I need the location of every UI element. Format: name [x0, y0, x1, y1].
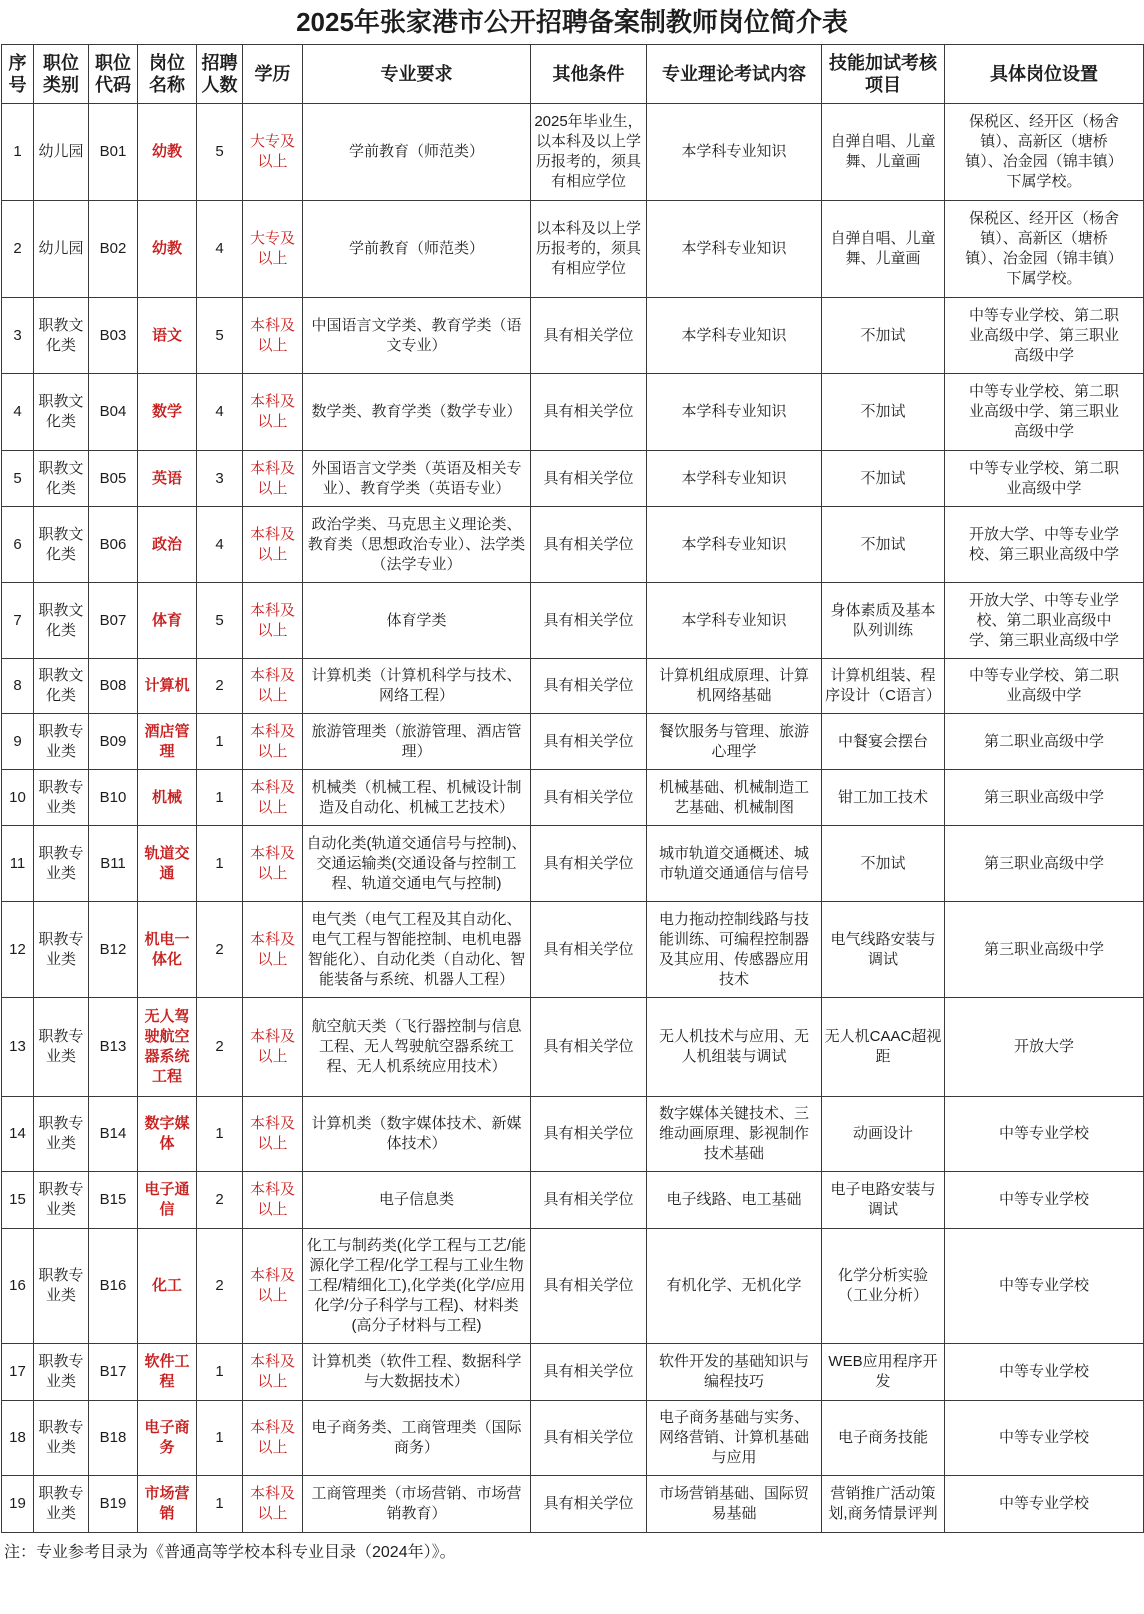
table-row	[2, 1344, 1144, 1401]
cell-serial: 5	[2, 451, 34, 507]
cell-code: B14	[89, 1097, 138, 1172]
cell-position-name: 计算机	[138, 659, 197, 714]
cell-category: 职教文化类	[34, 659, 89, 714]
cell-major-requirement: 中国语言文学类、教育学类（语文专业）	[303, 298, 531, 374]
cell-education: 本科及以上	[243, 1097, 303, 1172]
cell-headcount: 4	[197, 201, 243, 298]
cell-major-requirement: 化工与制药类(化学工程与工艺/能源化学工程/化学工程与工业生物工程/精细化工),化学类(化学/应用化学/分子科学与工程)、材料类(高分子材料与工程)	[303, 1229, 531, 1344]
cell-school-placement: 中等专业学校	[945, 1401, 1144, 1476]
cell-education: 本科及以上	[243, 902, 303, 998]
cell-other-conditions: 具有相关学位	[531, 714, 647, 770]
header-theory-exam: 专业理论考试内容	[647, 45, 822, 104]
table-row	[2, 998, 1144, 1097]
cell-theory-exam: 机械基础、机械制造工艺基础、机械制图	[647, 770, 822, 826]
cell-position-name: 机械	[138, 770, 197, 826]
cell-major-requirement: 电气类（电气工程及其自动化、电气工程与智能控制、电机电器智能化）、自动化类（自动化、智能装备与系统、机器人工程）	[303, 902, 531, 998]
cell-theory-exam: 本学科专业知识	[647, 507, 822, 583]
cell-category: 职教专业类	[34, 770, 89, 826]
header-school-placement: 具体岗位设置	[945, 45, 1144, 104]
cell-code: B18	[89, 1401, 138, 1476]
cell-school-placement: 开放大学、中等专业学校、第三职业高级中学	[945, 507, 1144, 583]
cell-major-requirement: 政治学类、马克思主义理论类、教育类（思想政治专业）、法学类（法学专业）	[303, 507, 531, 583]
cell-other-conditions: 以本科及以上学历报考的，须具有相应学位	[531, 201, 647, 298]
cell-school-placement: 中等专业学校	[945, 1476, 1144, 1533]
cell-theory-exam: 电子商务基础与实务、网络营销、计算机基础与应用	[647, 1401, 822, 1476]
cell-serial: 14	[2, 1097, 34, 1172]
cell-school-placement: 中等专业学校、第二职业高级中学	[945, 659, 1144, 714]
cell-education: 本科及以上	[243, 659, 303, 714]
table-row	[2, 826, 1144, 902]
cell-code: B13	[89, 998, 138, 1097]
cell-education: 本科及以上	[243, 451, 303, 507]
cell-category: 职教文化类	[34, 298, 89, 374]
table-row	[2, 451, 1144, 507]
cell-skill-test: 营销推广活动策划,商务情景评判	[822, 1476, 945, 1533]
cell-education: 本科及以上	[243, 1172, 303, 1229]
cell-other-conditions: 具有相关学位	[531, 1097, 647, 1172]
cell-category: 职教文化类	[34, 451, 89, 507]
cell-education: 本科及以上	[243, 374, 303, 451]
table-row	[2, 104, 1144, 201]
cell-serial: 13	[2, 998, 34, 1097]
cell-theory-exam: 本学科专业知识	[647, 374, 822, 451]
cell-serial: 1	[2, 104, 34, 201]
cell-skill-test: 钳工加工技术	[822, 770, 945, 826]
cell-skill-test: 电子商务技能	[822, 1401, 945, 1476]
cell-school-placement: 第三职业高级中学	[945, 826, 1144, 902]
cell-other-conditions: 具有相关学位	[531, 583, 647, 659]
header-code: 职位代码	[89, 45, 138, 104]
header-skill-test: 技能加试考核项目	[822, 45, 945, 104]
cell-category: 职教文化类	[34, 507, 89, 583]
cell-theory-exam: 本学科专业知识	[647, 104, 822, 201]
cell-theory-exam: 数字媒体关键技术、三维动画原理、影视制作技术基础	[647, 1097, 822, 1172]
cell-code: B16	[89, 1229, 138, 1344]
cell-serial: 7	[2, 583, 34, 659]
cell-school-placement: 中等专业学校	[945, 1097, 1144, 1172]
cell-major-requirement: 体育学类	[303, 583, 531, 659]
cell-category: 幼儿园	[34, 201, 89, 298]
cell-school-placement: 中等专业学校、第二职业高级中学	[945, 451, 1144, 507]
cell-skill-test: 电子电路安装与调试	[822, 1172, 945, 1229]
cell-skill-test: 不加试	[822, 374, 945, 451]
cell-headcount: 5	[197, 583, 243, 659]
cell-school-placement: 中等专业学校、第二职业高级中学、第三职业高级中学	[945, 374, 1144, 451]
cell-headcount: 1	[197, 826, 243, 902]
cell-headcount: 5	[197, 104, 243, 201]
cell-serial: 10	[2, 770, 34, 826]
cell-major-requirement: 自动化类(轨道交通信号与控制)、交通运输类(交通设备与控制工程、轨道交通电气与控制)	[303, 826, 531, 902]
cell-education: 本科及以上	[243, 1344, 303, 1401]
cell-theory-exam: 电子线路、电工基础	[647, 1172, 822, 1229]
cell-theory-exam: 本学科专业知识	[647, 583, 822, 659]
cell-major-requirement: 电子信息类	[303, 1172, 531, 1229]
cell-school-placement: 第三职业高级中学	[945, 770, 1144, 826]
cell-position-name: 幼教	[138, 104, 197, 201]
cell-category: 职教专业类	[34, 1401, 89, 1476]
cell-code: B09	[89, 714, 138, 770]
cell-headcount: 1	[197, 1476, 243, 1533]
cell-serial: 19	[2, 1476, 34, 1533]
cell-education: 本科及以上	[243, 507, 303, 583]
cell-headcount: 2	[197, 1229, 243, 1344]
cell-code: B12	[89, 902, 138, 998]
cell-headcount: 2	[197, 902, 243, 998]
cell-skill-test: 化学分析实验（工业分析）	[822, 1229, 945, 1344]
cell-code: B15	[89, 1172, 138, 1229]
cell-headcount: 3	[197, 451, 243, 507]
cell-serial: 17	[2, 1344, 34, 1401]
cell-other-conditions: 具有相关学位	[531, 298, 647, 374]
cell-school-placement: 中等专业学校、第二职业高级中学、第三职业高级中学	[945, 298, 1144, 374]
table-row	[2, 902, 1144, 998]
cell-school-placement: 中等专业学校	[945, 1344, 1144, 1401]
cell-major-requirement: 计算机类（计算机科学与技术、网络工程）	[303, 659, 531, 714]
cell-education: 大专及以上	[243, 201, 303, 298]
cell-other-conditions: 具有相关学位	[531, 826, 647, 902]
cell-skill-test: 中餐宴会摆台	[822, 714, 945, 770]
cell-headcount: 4	[197, 374, 243, 451]
cell-major-requirement: 数学类、教育学类（数学专业）	[303, 374, 531, 451]
cell-theory-exam: 城市轨道交通概述、城市轨道交通通信与信号	[647, 826, 822, 902]
cell-theory-exam: 市场营销基础、国际贸易基础	[647, 1476, 822, 1533]
cell-other-conditions: 具有相关学位	[531, 659, 647, 714]
cell-major-requirement: 外国语言文学类（英语及相关专业）、教育学类（英语专业）	[303, 451, 531, 507]
cell-major-requirement: 学前教育（师范类）	[303, 104, 531, 201]
table-row	[2, 1097, 1144, 1172]
cell-headcount: 1	[197, 1097, 243, 1172]
cell-other-conditions: 具有相关学位	[531, 1476, 647, 1533]
cell-code: B05	[89, 451, 138, 507]
table-row	[2, 659, 1144, 714]
table-row	[2, 770, 1144, 826]
cell-position-name: 数字媒体	[138, 1097, 197, 1172]
cell-category: 幼儿园	[34, 104, 89, 201]
cell-school-placement: 保税区、经开区（杨舍镇）、高新区（塘桥镇）、冶金园（锦丰镇）下属学校。	[945, 104, 1144, 201]
table-row	[2, 374, 1144, 451]
cell-headcount: 1	[197, 714, 243, 770]
cell-code: B07	[89, 583, 138, 659]
cell-position-name: 无人驾驶航空器系统工程	[138, 998, 197, 1097]
cell-code: B01	[89, 104, 138, 201]
cell-skill-test: 电气线路安装与调试	[822, 902, 945, 998]
cell-category: 职教专业类	[34, 1172, 89, 1229]
cell-education: 本科及以上	[243, 1229, 303, 1344]
cell-category: 职教文化类	[34, 374, 89, 451]
cell-code: B11	[89, 826, 138, 902]
page-title: 2025年张家港市公开招聘备案制教师岗位简介表	[296, 7, 848, 37]
cell-major-requirement: 计算机类（数字媒体技术、新媒体技术）	[303, 1097, 531, 1172]
cell-code: B10	[89, 770, 138, 826]
cell-serial: 3	[2, 298, 34, 374]
cell-skill-test: 自弹自唱、儿童舞、儿童画	[822, 104, 945, 201]
cell-school-placement: 开放大学	[945, 998, 1144, 1097]
cell-category: 职教专业类	[34, 1344, 89, 1401]
cell-major-requirement: 工商管理类（市场营销、市场营销教育）	[303, 1476, 531, 1533]
cell-theory-exam: 本学科专业知识	[647, 451, 822, 507]
cell-position-name: 语文	[138, 298, 197, 374]
header-row	[2, 45, 1144, 104]
cell-theory-exam: 无人机技术与应用、无人机组装与调试	[647, 998, 822, 1097]
cell-code: B08	[89, 659, 138, 714]
cell-headcount: 5	[197, 298, 243, 374]
cell-position-name: 软件工程	[138, 1344, 197, 1401]
cell-theory-exam: 本学科专业知识	[647, 201, 822, 298]
cell-other-conditions: 具有相关学位	[531, 374, 647, 451]
cell-position-name: 化工	[138, 1229, 197, 1344]
cell-major-requirement: 机械类（机械工程、机械设计制造及自动化、机械工艺技术）	[303, 770, 531, 826]
table-row	[2, 714, 1144, 770]
cell-position-name: 幼教	[138, 201, 197, 298]
table-row	[2, 583, 1144, 659]
cell-other-conditions: 具有相关学位	[531, 451, 647, 507]
cell-other-conditions: 具有相关学位	[531, 1401, 647, 1476]
cell-category: 职教专业类	[34, 998, 89, 1097]
cell-other-conditions: 具有相关学位	[531, 1172, 647, 1229]
cell-headcount: 1	[197, 1401, 243, 1476]
cell-skill-test: 不加试	[822, 298, 945, 374]
cell-serial: 2	[2, 201, 34, 298]
cell-other-conditions: 具有相关学位	[531, 1229, 647, 1344]
cell-education: 本科及以上	[243, 826, 303, 902]
cell-school-placement: 中等专业学校	[945, 1229, 1144, 1344]
cell-headcount: 2	[197, 1172, 243, 1229]
table-row	[2, 1172, 1144, 1229]
cell-skill-test: 计算机组装、程序设计（C语言）	[822, 659, 945, 714]
cell-theory-exam: 餐饮服务与管理、旅游心理学	[647, 714, 822, 770]
cell-serial: 16	[2, 1229, 34, 1344]
cell-category: 职教专业类	[34, 1097, 89, 1172]
cell-position-name: 体育	[138, 583, 197, 659]
footnote: 注：专业参考目录为《普通高等学校本科专业目录（2024年）》。	[4, 1544, 456, 1561]
cell-major-requirement: 学前教育（师范类）	[303, 201, 531, 298]
header-serial: 序号	[2, 45, 34, 104]
cell-position-name: 电子商务	[138, 1401, 197, 1476]
cell-major-requirement: 电子商务类、工商管理类（国际商务）	[303, 1401, 531, 1476]
table-row	[2, 298, 1144, 374]
cell-serial: 11	[2, 826, 34, 902]
header-headcount: 招聘人数	[197, 45, 243, 104]
cell-category: 职教专业类	[34, 902, 89, 998]
cell-major-requirement: 计算机类（软件工程、数据科学与大数据技术）	[303, 1344, 531, 1401]
cell-headcount: 1	[197, 1344, 243, 1401]
cell-skill-test: 不加试	[822, 507, 945, 583]
table-header	[2, 45, 1144, 104]
cell-serial: 12	[2, 902, 34, 998]
recruitment-table	[1, 44, 1144, 1533]
cell-position-name: 政治	[138, 507, 197, 583]
cell-skill-test: WEB应用程序开发	[822, 1344, 945, 1401]
cell-headcount: 2	[197, 659, 243, 714]
cell-position-name: 机电一体化	[138, 902, 197, 998]
header-major-requirement: 专业要求	[303, 45, 531, 104]
cell-code: B04	[89, 374, 138, 451]
cell-education: 本科及以上	[243, 714, 303, 770]
cell-education: 本科及以上	[243, 1476, 303, 1533]
header-education: 学历	[243, 45, 303, 104]
cell-theory-exam: 软件开发的基础知识与编程技巧	[647, 1344, 822, 1401]
cell-category: 职教专业类	[34, 826, 89, 902]
cell-other-conditions: 具有相关学位	[531, 770, 647, 826]
cell-education: 大专及以上	[243, 104, 303, 201]
cell-theory-exam: 本学科专业知识	[647, 298, 822, 374]
table-body	[2, 104, 1144, 1533]
cell-headcount: 4	[197, 507, 243, 583]
cell-education: 本科及以上	[243, 583, 303, 659]
cell-skill-test: 不加试	[822, 451, 945, 507]
cell-school-placement: 中等专业学校	[945, 1172, 1144, 1229]
cell-education: 本科及以上	[243, 770, 303, 826]
cell-category: 职教专业类	[34, 714, 89, 770]
cell-major-requirement: 航空航天类（飞行器控制与信息工程、无人驾驶航空器系统工程、无人机系统应用技术）	[303, 998, 531, 1097]
cell-theory-exam: 电力拖动控制线路与技能训练、可编程控制器及其应用、传感器应用技术	[647, 902, 822, 998]
cell-serial: 15	[2, 1172, 34, 1229]
cell-category: 职教文化类	[34, 583, 89, 659]
table-row	[2, 1229, 1144, 1344]
cell-education: 本科及以上	[243, 1401, 303, 1476]
cell-education: 本科及以上	[243, 298, 303, 374]
cell-code: B03	[89, 298, 138, 374]
cell-skill-test: 无人机CAAC超视距	[822, 998, 945, 1097]
cell-serial: 6	[2, 507, 34, 583]
header-category: 职位类别	[34, 45, 89, 104]
cell-position-name: 酒店管理	[138, 714, 197, 770]
cell-other-conditions: 具有相关学位	[531, 1344, 647, 1401]
cell-serial: 9	[2, 714, 34, 770]
cell-other-conditions: 具有相关学位	[531, 902, 647, 998]
table-row	[2, 507, 1144, 583]
cell-school-placement: 开放大学、中等专业学校、第二职业高级中学、第三职业高级中学	[945, 583, 1144, 659]
cell-school-placement: 第二职业高级中学	[945, 714, 1144, 770]
cell-serial: 18	[2, 1401, 34, 1476]
cell-code: B02	[89, 201, 138, 298]
cell-skill-test: 身体素质及基本队列训练	[822, 583, 945, 659]
cell-category: 职教专业类	[34, 1229, 89, 1344]
cell-headcount: 1	[197, 770, 243, 826]
cell-position-name: 数学	[138, 374, 197, 451]
cell-serial: 4	[2, 374, 34, 451]
table-row	[2, 1401, 1144, 1476]
cell-code: B06	[89, 507, 138, 583]
cell-other-conditions: 具有相关学位	[531, 998, 647, 1097]
cell-position-name: 市场营销	[138, 1476, 197, 1533]
cell-serial: 8	[2, 659, 34, 714]
cell-theory-exam: 有机化学、无机化学	[647, 1229, 822, 1344]
table-row	[2, 1476, 1144, 1533]
cell-code: B19	[89, 1476, 138, 1533]
cell-other-conditions: 2025年毕业生，以本科及以上学历报考的，须具有相应学位	[531, 104, 647, 201]
cell-skill-test: 不加试	[822, 826, 945, 902]
cell-theory-exam: 计算机组成原理、计算机网络基础	[647, 659, 822, 714]
cell-skill-test: 自弹自唱、儿童舞、儿童画	[822, 201, 945, 298]
header-position-name: 岗位名称	[138, 45, 197, 104]
cell-position-name: 电子通信	[138, 1172, 197, 1229]
cell-skill-test: 动画设计	[822, 1097, 945, 1172]
cell-code: B17	[89, 1344, 138, 1401]
table-row	[2, 201, 1144, 298]
cell-major-requirement: 旅游管理类（旅游管理、酒店管理）	[303, 714, 531, 770]
cell-school-placement: 第三职业高级中学	[945, 902, 1144, 998]
cell-headcount: 2	[197, 998, 243, 1097]
cell-education: 本科及以上	[243, 998, 303, 1097]
cell-other-conditions: 具有相关学位	[531, 507, 647, 583]
header-other-conditions: 其他条件	[531, 45, 647, 104]
cell-position-name: 轨道交通	[138, 826, 197, 902]
cell-category: 职教专业类	[34, 1476, 89, 1533]
cell-position-name: 英语	[138, 451, 197, 507]
cell-school-placement: 保税区、经开区（杨舍镇）、高新区（塘桥镇）、冶金园（锦丰镇）下属学校。	[945, 201, 1144, 298]
